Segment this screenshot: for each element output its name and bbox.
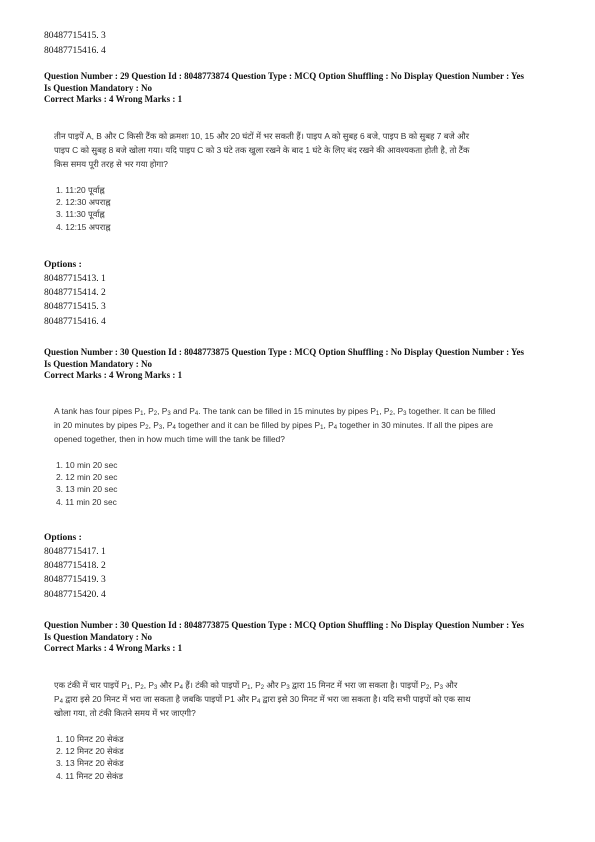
- question-text-line: पाइप C को सुबह 8 बजे खोला गया। यदि पाइप C को 3 घंटे तक खुला रखने के बाद 1 घंटे के लिए बंद रखने की आवश्यकता होती है, तो टैंक: [54, 145, 470, 155]
- option-id: 80487715414. 2: [44, 288, 106, 299]
- question-text-line: opened together, then in how much time will the tank be filled?: [54, 434, 285, 444]
- answer-choice: 3. 13 मिनट 20 सेकंड: [56, 758, 124, 769]
- answer-choice: 4. 11 मिनट 20 सेकंड: [56, 770, 123, 781]
- options-heading: Options :: [44, 260, 82, 270]
- question-text-line: तीन पाइपें A, B और C किसी टैंक को क्रमशः 10, 15 और 20 घंटों में भर सकती हैं। पाइप A को सुबह 6 बजे, पाइप B को सुबह 7 बजे और: [54, 131, 470, 141]
- question-meta-line: Question Number : 30 Question Id : 8048773875 Question Type : MCQ Option Shuffling : No Display Question Number : Yes: [44, 620, 525, 630]
- answer-choice: 1. 10 min 20 sec: [56, 460, 118, 470]
- question-meta-line: Question Number : 29 Question Id : 8048773874 Question Type : MCQ Option Shuffling : No Display Question Number : Yes: [44, 71, 525, 81]
- option-id: 80487715416. 4: [44, 316, 106, 327]
- question-text-line: $P_4$ द्वारा इसे 20 मिनट में भरा जा सकता है जबकि पाइपों P1 और $P_4$ द्वारा इसे 30 मिनट में भरा जा सकता है। यदि सभी पाइपों को एक साथ: [54, 694, 471, 705]
- question-30-hindi-choices: [56, 733, 124, 782]
- question-marks-line: Correct Marks : 4 Wrong Marks : 1: [44, 370, 183, 380]
- option-id: 80487715418. 2: [44, 561, 106, 572]
- question-text-line: किस समय पूरी तरह से भर गया होगा?: [54, 159, 168, 169]
- question-30-options: [44, 531, 106, 602]
- answer-choice: 3. 13 min 20 sec: [56, 484, 118, 495]
- question-30-hindi-text: [54, 678, 549, 720]
- answer-choice: 2. 12:30 अपराह्न: [56, 197, 111, 208]
- question-30-meta: [44, 347, 559, 382]
- answer-choice: 1. 10 मिनट 20 सेकंड: [56, 734, 124, 744]
- question-30-text: [54, 404, 549, 446]
- question-mandatory-line: Is Question Mandatory : No: [44, 358, 153, 369]
- option-id: 80487715420. 4: [44, 589, 106, 600]
- options-heading: Options :: [44, 533, 82, 543]
- option-id: 80487715415. 3: [44, 302, 106, 313]
- option-id: 80487715419. 3: [44, 575, 106, 586]
- option-id: 80487715415. 3: [44, 31, 106, 41]
- question-marks-line: Correct Marks : 4 Wrong Marks : 1: [44, 94, 183, 104]
- question-29-text: [54, 129, 549, 171]
- question-text-line: एक टंकी में चार पाइपें $P_1$, $P_2$, $P_3$ और $P_4$ हैं। टंकी को पाइपों $P_1$, $P_2$ और $P_3$ द्वारा 15 मिनट में भरा जा सकता है। पाइपों $P_2$, $P_3$ और: [54, 680, 458, 691]
- question-30-hindi-meta: [44, 620, 559, 655]
- answer-choice: 1. 11:20 पूर्वाह्न: [56, 185, 105, 195]
- question-meta-line: Question Number : 30 Question Id : 8048773875 Question Type : MCQ Option Shuffling : No Display Question Number : Yes: [44, 347, 525, 357]
- question-30-choices: [56, 459, 117, 508]
- question-mandatory-line: Is Question Mandatory : No: [44, 82, 153, 93]
- answer-choice: 2. 12 मिनट 20 सेकंड: [56, 746, 124, 757]
- previous-options-list: [44, 29, 106, 59]
- question-marks-line: Correct Marks : 4 Wrong Marks : 1: [44, 643, 183, 653]
- question-29-meta: [44, 71, 559, 106]
- answer-choice: 4. 11 min 20 sec: [56, 496, 117, 507]
- question-text-line: in 20 minutes by pipes $P_2$, $P_3$, $P_4$ together and it can be filled by pipes $P_1$, $P_4$ together in 30 minutes. If all the pipes are: [54, 420, 494, 431]
- answer-choice: 3. 11:30 पूर्वाह्न: [56, 209, 105, 220]
- option-id: 80487715417. 1: [44, 547, 106, 557]
- question-text-line: खोला गया, तो टंकी कितने समय में भर जाएगी?: [54, 708, 196, 718]
- answer-choice: 2. 12 min 20 sec: [56, 472, 118, 483]
- question-29-options: [44, 258, 106, 329]
- question-mandatory-line: Is Question Mandatory : No: [44, 631, 153, 642]
- option-id: 80487715413. 1: [44, 274, 106, 284]
- question-text-line: A tank has four pipes $P_1$, $P_2$, $P_3$ and $P_4$. The tank can be filled in 15 minutes by pipes $P_1$, $P_2$, $P_3$ together. It can be filled: [54, 406, 496, 417]
- answer-choice: 4. 12:15 अपराह्न: [56, 221, 111, 232]
- question-29-choices: [56, 184, 111, 233]
- option-id: 80487715416. 4: [44, 46, 106, 56]
